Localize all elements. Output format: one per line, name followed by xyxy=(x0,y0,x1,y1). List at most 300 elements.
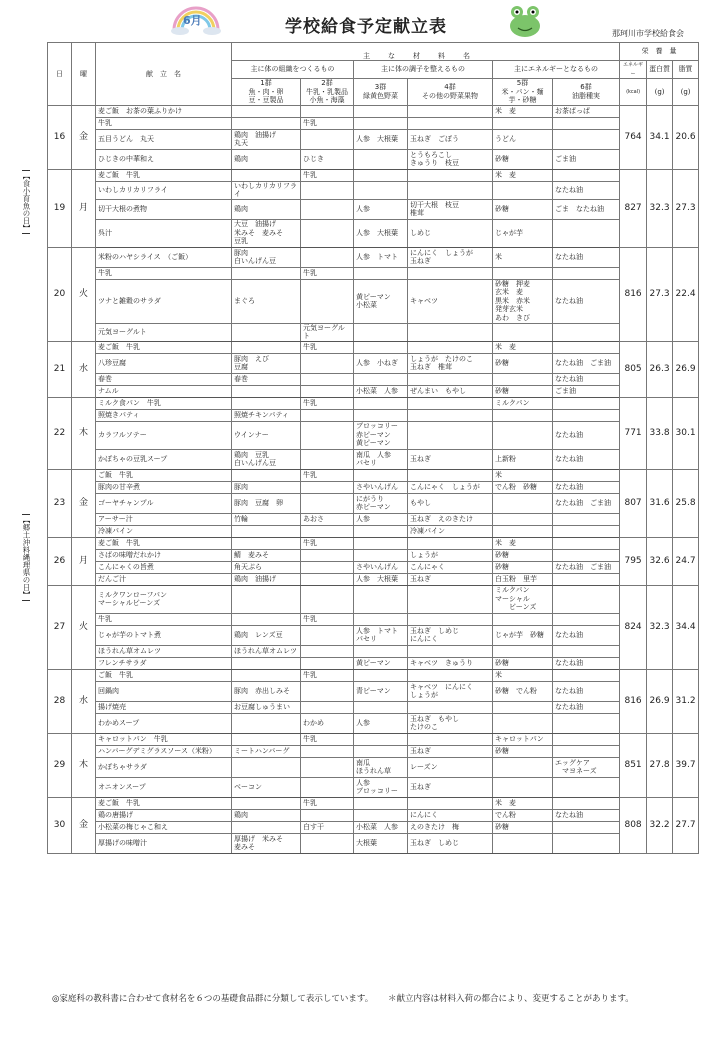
menu-row xyxy=(48,585,699,613)
group5-cell: 砂糖 押麦 玄米 麦 黒米 赤米 発芽玄米 あわ きび xyxy=(493,279,553,323)
group1-cell xyxy=(232,669,301,681)
dish-cell: じゃが芋のトマト煮 xyxy=(96,625,232,645)
menu-row xyxy=(48,821,699,833)
group2-cell xyxy=(301,701,354,713)
group3-cell xyxy=(354,809,408,821)
group2-cell xyxy=(301,757,354,777)
header-protein: 蛋白質 xyxy=(647,61,673,79)
group6-cell xyxy=(553,469,620,481)
menu-row xyxy=(48,481,699,493)
group4-cell: 冷凍パイン xyxy=(408,525,493,537)
header-g3: 3群 緑黄色野菜 xyxy=(354,79,408,106)
menu-row xyxy=(48,373,699,385)
header-group-b: 主に体の調子を整えるもの xyxy=(354,61,493,79)
menu-row xyxy=(48,117,699,129)
group6-cell: なたね油 xyxy=(553,701,620,713)
dish-cell: ミルク食パン 牛乳 xyxy=(96,397,232,409)
menu-row xyxy=(48,469,699,481)
energy-value: 851 xyxy=(620,733,647,797)
group5-cell: キャロットパン xyxy=(493,733,553,745)
group2-cell: 牛乳 xyxy=(301,169,354,181)
group3-cell xyxy=(354,537,408,549)
group3-cell: 小松菜 人参 xyxy=(354,821,408,833)
energy-value: 816 xyxy=(620,247,647,341)
group2-cell xyxy=(301,105,354,117)
group3-cell: 青ピーマン xyxy=(354,681,408,701)
group1-cell: お豆腐しゅうまい xyxy=(232,701,301,713)
group1-cell: まぐろ xyxy=(232,279,301,323)
group5-cell: じゃが芋 xyxy=(493,219,553,247)
header-group-c: 主にエネルギーとなるもの xyxy=(493,61,620,79)
group2-cell xyxy=(301,129,354,149)
group4-cell: こんにゃく xyxy=(408,561,493,573)
group2-cell: 白す干 xyxy=(301,821,354,833)
group1-cell xyxy=(232,713,301,733)
menu-row xyxy=(48,385,699,397)
dish-cell: ひじきの中華和え xyxy=(96,149,232,169)
page-header xyxy=(0,0,720,42)
header-g4: 4群 その他の野菜果物 xyxy=(408,79,493,106)
group3-cell xyxy=(354,397,408,409)
menu-row xyxy=(48,613,699,625)
header-fat-unit: (g) xyxy=(673,79,699,106)
group3-cell xyxy=(354,341,408,353)
group2-cell: ひじき xyxy=(301,149,354,169)
group3-cell: さやいんげん xyxy=(354,561,408,573)
group1-cell: ほうれん草オムレツ xyxy=(232,645,301,657)
group1-cell: 厚揚げ 米みそ 麦みそ xyxy=(232,833,301,853)
group1-cell xyxy=(232,821,301,833)
protein-value: 26.3 xyxy=(647,341,673,397)
group3-cell xyxy=(354,149,408,169)
menu-row xyxy=(48,169,699,181)
protein-value: 32.3 xyxy=(647,169,673,247)
weekday-cell: 木 xyxy=(72,733,96,797)
dish-cell: 冷凍パイン xyxy=(96,525,232,537)
group1-cell xyxy=(232,105,301,117)
dish-cell: 元気ヨーグルト xyxy=(96,323,232,341)
protein-value: 32.3 xyxy=(647,585,673,669)
group4-cell: にんにく しょうが 玉ねぎ xyxy=(408,247,493,267)
group5-cell: うどん xyxy=(493,129,553,149)
group1-cell xyxy=(232,341,301,353)
dish-cell: 切干大根の煮物 xyxy=(96,199,232,219)
dish-cell: アーサー汁 xyxy=(96,513,232,525)
group3-cell: 人参 xyxy=(354,513,408,525)
group6-cell: なたね油 xyxy=(553,625,620,645)
dish-cell: 牛乳 xyxy=(96,613,232,625)
group5-cell xyxy=(493,613,553,625)
group4-cell: 切干大根 枝豆 椎茸 xyxy=(408,199,493,219)
group2-cell xyxy=(301,833,354,853)
group5-cell xyxy=(493,117,553,129)
group6-cell xyxy=(553,833,620,853)
group2-cell xyxy=(301,681,354,701)
day-cell: 26 xyxy=(48,537,72,585)
group4-cell: 玉ねぎ xyxy=(408,449,493,469)
group5-cell xyxy=(493,373,553,385)
group1-cell: 鶏肉 油揚げ 丸天 xyxy=(232,129,301,149)
menu-row xyxy=(48,625,699,645)
footer-note xyxy=(52,992,634,1004)
group2-cell xyxy=(301,493,354,513)
group4-cell xyxy=(408,469,493,481)
group6-cell xyxy=(553,745,620,757)
dish-cell: 八珍豆腐 xyxy=(96,353,232,373)
group2-cell: わかめ xyxy=(301,713,354,733)
menu-row xyxy=(48,681,699,701)
group5-cell xyxy=(493,409,553,421)
group2-cell: 牛乳 xyxy=(301,469,354,481)
group5-cell: 白玉粉 里芋 xyxy=(493,573,553,585)
fat-value: 24.7 xyxy=(673,537,699,585)
group5-cell: 砂糖 xyxy=(493,199,553,219)
group6-cell xyxy=(553,219,620,247)
group1-cell xyxy=(232,385,301,397)
group5-cell xyxy=(493,421,553,449)
group3-cell: 人参 大根葉 xyxy=(354,129,408,149)
dish-cell: かぼちゃサラダ xyxy=(96,757,232,777)
fat-value: 25.8 xyxy=(673,469,699,537)
group6-cell xyxy=(553,525,620,537)
dish-cell: ご飯 牛乳 xyxy=(96,669,232,681)
group3-cell: ブロッコリー 赤ピーマン 黄ピーマン xyxy=(354,421,408,449)
group2-cell: 牛乳 xyxy=(301,267,354,279)
dish-cell: 豚肉の甘辛煮 xyxy=(96,481,232,493)
group5-cell: 米 麦 xyxy=(493,797,553,809)
menu-table xyxy=(47,42,699,854)
group4-cell xyxy=(408,267,493,279)
dish-cell: 照焼きパティ xyxy=(96,409,232,421)
menu-row xyxy=(48,129,699,149)
dish-cell: ミルクワンローフパン マーシャルビーンズ xyxy=(96,585,232,613)
group5-cell: 砂糖 でん粉 xyxy=(493,681,553,701)
protein-value: 26.9 xyxy=(647,669,673,733)
group1-cell: 照焼チキンパティ xyxy=(232,409,301,421)
menu-row xyxy=(48,757,699,777)
day-cell: 22 xyxy=(48,397,72,469)
group2-cell: 牛乳 xyxy=(301,537,354,549)
group3-cell: さやいんげん xyxy=(354,481,408,493)
menu-row xyxy=(48,267,699,279)
dish-cell: ご飯 牛乳 xyxy=(96,469,232,481)
group3-cell xyxy=(354,181,408,199)
group4-cell: 玉ねぎ しめじ xyxy=(408,833,493,853)
menu-row xyxy=(48,777,699,797)
group1-cell xyxy=(232,525,301,537)
group6-cell: ごま油 xyxy=(553,385,620,397)
dish-cell: ほうれん草オムレツ xyxy=(96,645,232,657)
group6-cell: お茶ぱっぱ xyxy=(553,105,620,117)
weekday-cell: 金 xyxy=(72,469,96,537)
group1-cell: 豚肉 豆腐 卵 xyxy=(232,493,301,513)
group5-cell: 米 xyxy=(493,247,553,267)
group4-cell xyxy=(408,669,493,681)
group4-cell: しょうが たけのこ 玉ねぎ 椎茸 xyxy=(408,353,493,373)
group2-cell xyxy=(301,809,354,821)
group1-cell xyxy=(232,613,301,625)
group5-cell: 米 xyxy=(493,669,553,681)
dish-cell: 米粉のハヤシライス （ご飯） xyxy=(96,247,232,267)
group6-cell xyxy=(553,397,620,409)
dish-cell: わかめスープ xyxy=(96,713,232,733)
protein-value: 31.6 xyxy=(647,469,673,537)
fat-value: 31.2 xyxy=(673,669,699,733)
group5-cell xyxy=(493,833,553,853)
group4-cell: とうもろこし きゅうり 枝豆 xyxy=(408,149,493,169)
menu-row xyxy=(48,669,699,681)
group6-cell: なたね油 xyxy=(553,421,620,449)
dish-cell: こんにゃくの旨煮 xyxy=(96,561,232,573)
group1-cell: 鶏肉 レンズ豆 xyxy=(232,625,301,645)
group2-cell xyxy=(301,585,354,613)
group1-cell: 大豆 油揚げ 米みそ 麦みそ 豆乳 xyxy=(232,219,301,247)
footer-note-right: ＊献立内容は材料入荷の都合により、変更することがあります。 xyxy=(387,994,634,1004)
group3-cell xyxy=(354,733,408,745)
group5-cell: 砂糖 xyxy=(493,561,553,573)
menu-row xyxy=(48,279,699,323)
group6-cell: なたね油 xyxy=(553,481,620,493)
group2-cell xyxy=(301,645,354,657)
group4-cell: こんにゃく しょうが xyxy=(408,481,493,493)
menu-row xyxy=(48,745,699,757)
dish-cell: 小松菜の梅じゃこ和え xyxy=(96,821,232,833)
dish-cell: 麦ご飯 牛乳 xyxy=(96,797,232,809)
group3-cell: 小松菜 人参 xyxy=(354,385,408,397)
group4-cell xyxy=(408,373,493,385)
group3-cell: 黄ピーマン xyxy=(354,657,408,669)
group5-cell xyxy=(493,323,553,341)
group5-cell: 米 麦 xyxy=(493,169,553,181)
menu-row xyxy=(48,513,699,525)
group4-cell: ぜんまい もやし xyxy=(408,385,493,397)
group4-cell: 玉ねぎ しめじ にんにく xyxy=(408,625,493,645)
menu-row xyxy=(48,421,699,449)
dish-cell: ツナと雑穀のサラダ xyxy=(96,279,232,323)
group4-cell xyxy=(408,585,493,613)
group5-cell xyxy=(493,645,553,657)
group2-cell: 牛乳 xyxy=(301,613,354,625)
dish-cell: 牛乳 xyxy=(96,117,232,129)
group3-cell: 人参 トマト xyxy=(354,247,408,267)
dish-cell: だんご汁 xyxy=(96,573,232,585)
group5-cell: 上新粉 xyxy=(493,449,553,469)
dish-cell: 揚げ焼売 xyxy=(96,701,232,713)
group5-cell: ミルクパン マーシャル ビーンズ xyxy=(493,585,553,613)
energy-value: 807 xyxy=(620,469,647,537)
weekday-cell: 火 xyxy=(72,585,96,669)
group2-cell xyxy=(301,385,354,397)
group5-cell: 砂糖 xyxy=(493,821,553,833)
group2-cell xyxy=(301,777,354,797)
group3-cell xyxy=(354,745,408,757)
group3-cell xyxy=(354,323,408,341)
group5-cell: 砂糖 xyxy=(493,549,553,561)
header-g6: 6群 油脂種実 xyxy=(553,79,620,106)
group2-cell xyxy=(301,199,354,219)
dish-cell: 五目うどん 丸天 xyxy=(96,129,232,149)
group1-cell xyxy=(232,323,301,341)
weekday-cell: 水 xyxy=(72,341,96,397)
dish-cell: 牛乳 xyxy=(96,267,232,279)
header-energy: エネルギー xyxy=(620,61,647,79)
group6-cell xyxy=(553,645,620,657)
energy-value: 816 xyxy=(620,669,647,733)
day-cell: 23 xyxy=(48,469,72,537)
day-cell: 20 xyxy=(48,247,72,341)
dish-cell: 鶏の唐揚げ xyxy=(96,809,232,821)
dish-cell: ハンバーグデミグラスソース（米粉） xyxy=(96,745,232,757)
group6-cell: なたね油 xyxy=(553,449,620,469)
dish-cell: 麦ご飯 牛乳 xyxy=(96,341,232,353)
group3-cell: 人参 ブロッコリー xyxy=(354,777,408,797)
group5-cell xyxy=(493,701,553,713)
group6-cell: エッグケア マヨネーズ xyxy=(553,757,620,777)
group6-cell: なたね油 ごま油 xyxy=(553,561,620,573)
group4-cell xyxy=(408,537,493,549)
group4-cell xyxy=(408,613,493,625)
group6-cell xyxy=(553,733,620,745)
group2-cell xyxy=(301,181,354,199)
group5-cell: 砂糖 xyxy=(493,353,553,373)
group4-cell xyxy=(408,797,493,809)
dish-cell: 回鍋肉 xyxy=(96,681,232,701)
protein-value: 27.3 xyxy=(647,247,673,341)
group1-cell: 豚肉 白いんげん豆 xyxy=(232,247,301,267)
group6-cell xyxy=(553,169,620,181)
fat-value: 39.7 xyxy=(673,733,699,797)
weekday-cell: 金 xyxy=(72,797,96,853)
group2-cell: 牛乳 xyxy=(301,117,354,129)
energy-value: 808 xyxy=(620,797,647,853)
group2-cell: 元気ヨーグルト xyxy=(301,323,354,341)
group4-cell xyxy=(408,397,493,409)
group3-cell xyxy=(354,549,408,561)
menu-row xyxy=(48,549,699,561)
group4-cell: 玉ねぎ xyxy=(408,745,493,757)
group1-cell xyxy=(232,657,301,669)
energy-value: 795 xyxy=(620,537,647,585)
menu-row xyxy=(48,657,699,669)
group1-cell: 鶏肉 xyxy=(232,199,301,219)
group4-cell xyxy=(408,323,493,341)
dish-cell: 麦ご飯 牛乳 xyxy=(96,169,232,181)
materials-header: 主な材料名 xyxy=(232,43,620,61)
group1-cell: ミートハンバーグ xyxy=(232,745,301,757)
organization-name: 那珂川市学校給食会 xyxy=(612,29,684,38)
group2-cell xyxy=(301,657,354,669)
header-fat: 脂質 xyxy=(673,61,699,79)
protein-value: 27.8 xyxy=(647,733,673,797)
group6-cell xyxy=(553,669,620,681)
group2-cell: 牛乳 xyxy=(301,669,354,681)
menu-row xyxy=(48,199,699,219)
menu-row xyxy=(48,809,699,821)
group6-cell xyxy=(553,267,620,279)
group2-cell xyxy=(301,525,354,537)
group2-cell xyxy=(301,421,354,449)
group1-cell xyxy=(232,797,301,809)
page-title: 学校給食予定献立表 xyxy=(285,17,447,37)
group2-cell xyxy=(301,247,354,267)
weekday-cell: 木 xyxy=(72,397,96,469)
energy-value: 805 xyxy=(620,341,647,397)
day-cell: 27 xyxy=(48,585,72,669)
group5-cell: 米 xyxy=(493,469,553,481)
menu-row xyxy=(48,397,699,409)
fat-value: 20.6 xyxy=(673,105,699,169)
group5-cell xyxy=(493,757,553,777)
group1-cell: いわしカリカリフライ xyxy=(232,181,301,199)
menu-row xyxy=(48,181,699,199)
group5-cell: ミルクパン xyxy=(493,397,553,409)
group1-cell: 鶏肉 豆乳 白いんげん豆 xyxy=(232,449,301,469)
group2-cell xyxy=(301,373,354,385)
group2-cell xyxy=(301,745,354,757)
header-g1: 1群 魚・肉・卵 豆・豆製品 xyxy=(232,79,301,106)
menu-row xyxy=(48,105,699,117)
group4-cell xyxy=(408,181,493,199)
group4-cell xyxy=(408,117,493,129)
group6-cell xyxy=(553,585,620,613)
menu-row xyxy=(48,149,699,169)
dish-cell: ナムル xyxy=(96,385,232,397)
group1-cell: 鶏肉 xyxy=(232,809,301,821)
group1-cell: ベーコン xyxy=(232,777,301,797)
group3-cell xyxy=(354,169,408,181)
energy-value: 771 xyxy=(620,397,647,469)
group4-cell: もやし xyxy=(408,493,493,513)
menu-row xyxy=(48,797,699,809)
dish-cell: カラフルソテー xyxy=(96,421,232,449)
group3-cell: 黄ピーマン 小松菜 xyxy=(354,279,408,323)
group5-cell: じゃが芋 砂糖 xyxy=(493,625,553,645)
group6-cell xyxy=(553,409,620,421)
menu-row xyxy=(48,713,699,733)
group2-cell: 牛乳 xyxy=(301,341,354,353)
menu-row xyxy=(48,323,699,341)
weekday-cell: 火 xyxy=(72,247,96,341)
group2-cell: 牛乳 xyxy=(301,797,354,809)
dish-cell: さばの味噌だれかけ xyxy=(96,549,232,561)
group5-cell: 砂糖 xyxy=(493,745,553,757)
group3-cell: 人参 トマト パセリ xyxy=(354,625,408,645)
group6-cell: ごま なたね油 xyxy=(553,199,620,219)
group5-cell: 砂糖 xyxy=(493,149,553,169)
group4-cell: しょうが xyxy=(408,549,493,561)
group3-cell: 南瓜 ほうれん草 xyxy=(354,757,408,777)
fat-value: 26.9 xyxy=(673,341,699,397)
group3-cell xyxy=(354,525,408,537)
header-dow: 曜 xyxy=(72,43,96,106)
group4-cell: 玉ねぎ ごぼう xyxy=(408,129,493,149)
dish-cell: 春巻 xyxy=(96,373,232,385)
dish-cell: 麦ご飯 お茶の葉ふりかけ xyxy=(96,105,232,117)
group6-cell: ごま油 xyxy=(553,149,620,169)
group4-cell xyxy=(408,733,493,745)
group3-cell xyxy=(354,409,408,421)
group3-cell xyxy=(354,373,408,385)
group2-cell: 牛乳 xyxy=(301,733,354,745)
group1-cell xyxy=(232,267,301,279)
side-label-okinawa-day: 【郷土沖料縄理県の日】 xyxy=(22,516,31,599)
group3-cell xyxy=(354,469,408,481)
group1-cell: 角天ぷら xyxy=(232,561,301,573)
group6-cell: なたね油 xyxy=(553,181,620,199)
group3-cell: 人参 小ねぎ xyxy=(354,353,408,373)
footer-note-left: ◎家庭科の教科書に合わせて食材名を６つの基礎食品群に分類して表示しています。 xyxy=(52,994,374,1004)
menu-row xyxy=(48,449,699,469)
